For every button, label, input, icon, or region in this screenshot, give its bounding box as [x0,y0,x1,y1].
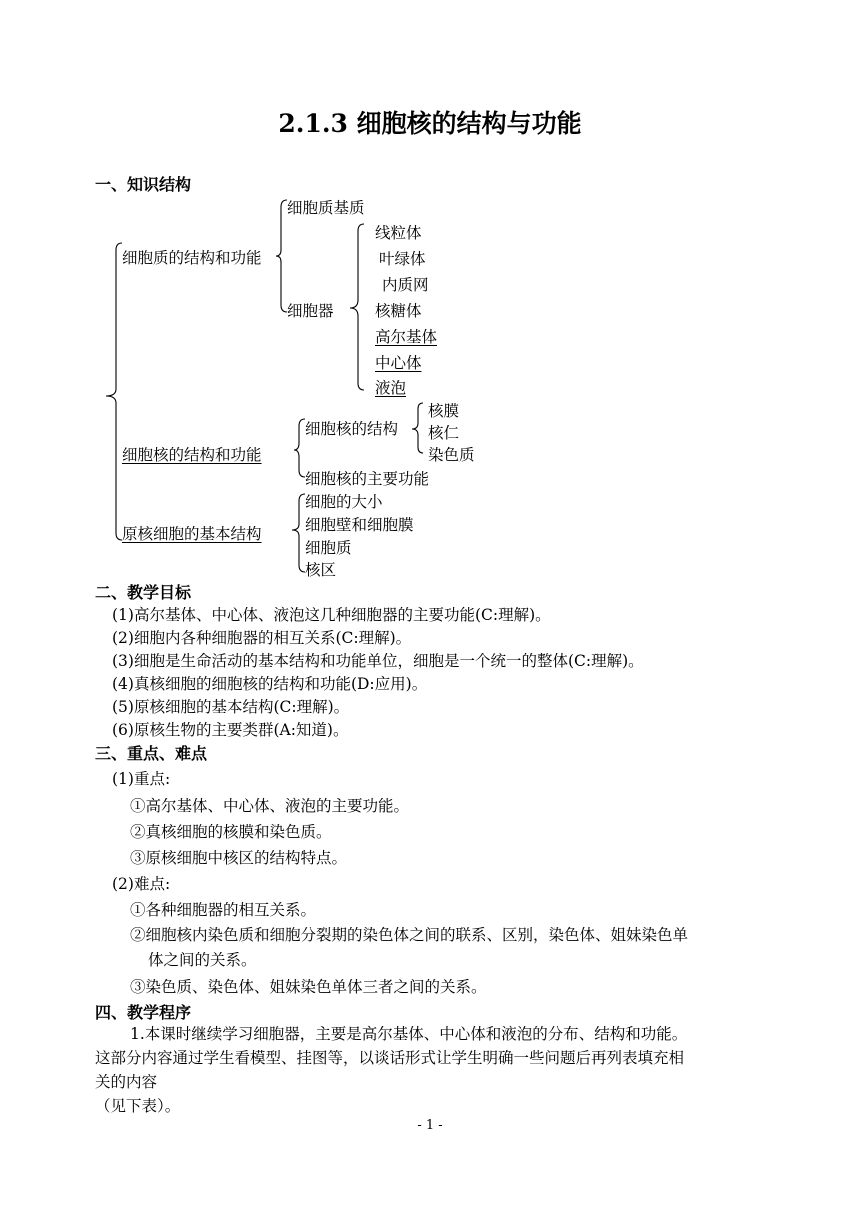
tree-organelle-item: 线粒体 [375,224,422,242]
tree-cytoplasm-matrix: 细胞质基质 [287,199,365,217]
nucleus-brace [294,419,305,477]
tree-prokaryote-part: 细胞的大小 [305,493,383,511]
difficult-point-item: ①各种细胞器的相互关系。 [130,901,317,919]
key-points-label: (1)重点: [112,770,171,788]
difficult-points-label: (2)难点: [112,875,171,893]
tree-nucleus: 细胞核的结构和功能 [122,446,262,464]
procedure-paragraph-line: 这部分内容通过学生看模型、挂图等，以谈话形式让学生明确一些问题后再列表填充相 [95,1049,685,1067]
goal-item: (1)高尔基体、中心体、液泡这几种细胞器的主要功能(C:理解)。 [112,606,551,624]
goal-item: (4)真核细胞的细胞核的结构和功能(D:应用)。 [112,675,428,693]
key-point-item: ③原核细胞中核区的结构特点。 [130,849,348,867]
cytoplasm-brace [276,200,287,312]
procedure-paragraph-line: 关的内容 [95,1073,158,1091]
goal-item: (6)原核生物的主要类群(A:知道)。 [112,721,349,739]
organelle-brace [350,224,364,390]
section-heading-goals: 二、教学目标 [95,583,192,602]
tree-nucleus-function: 细胞核的主要功能 [305,470,430,488]
procedure-paragraph-line: 1.本课时继续学习细胞器，主要是高尔基体、中心体和液泡的分布、结构和功能。 [130,1025,688,1043]
key-point-item: ②真核细胞的核膜和染色质。 [130,823,332,841]
page-title: 2.1.3 细胞核的结构与功能 [278,109,582,138]
goal-item: (3)细胞是生命活动的基本结构和功能单位，细胞是一个统一的整体(C:理解)。 [112,652,644,670]
prokaryote-brace [292,494,305,572]
main-brace [106,243,122,540]
tree-organelle-item: 高尔基体 [375,328,438,346]
goal-item: (5)原核细胞的基本结构(C:理解)。 [112,698,350,716]
difficult-point-item-continued: 体之间的关系。 [148,951,257,969]
tree-organelle-item: 核糖体 [375,302,422,320]
tree-nucleus-part: 核仁 [428,424,460,442]
tree-prokaryote-part: 细胞壁和细胞膜 [305,516,414,534]
tree-prokaryote-part: 细胞质 [305,539,352,557]
tree-organelle-item: 液泡 [375,379,407,397]
section-heading-key-difficult: 三、重点、难点 [95,744,208,763]
difficult-point-item: ②细胞核内染色质和细胞分裂期的染色体之间的联系、区别，染色体、姐妹染色单 [130,926,689,944]
goal-item: (2)细胞内各种细胞器的相互关系(C:理解)。 [112,629,412,647]
tree-organelle-item: 中心体 [375,354,422,372]
tree-nucleus-part: 核膜 [428,402,460,420]
tree-prokaryote-part: 核区 [305,561,337,579]
difficult-point-item: ③染色质、染色体、姐妹染色单体三者之间的关系。 [130,978,487,996]
tree-organelle-item: 叶绿体 [379,250,426,268]
section-heading-knowledge: 一、知识结构 [95,175,192,194]
section-heading-procedure: 四、教学程序 [95,1003,192,1022]
tree-organelle: 细胞器 [287,302,334,320]
procedure-paragraph-line: （见下表）。 [95,1097,181,1115]
tree-cytoplasm: 细胞质的结构和功能 [122,249,262,267]
tree-organelle-item: 内质网 [382,276,429,294]
tree-nucleus-part: 染色质 [428,446,475,464]
tree-nucleus-structure: 细胞核的结构 [305,420,399,438]
page-number: - 1 - [417,1118,443,1133]
nucleus-structure-brace [412,403,423,453]
key-point-item: ①高尔基体、中心体、液泡的主要功能。 [130,797,410,815]
tree-prokaryote: 原核细胞的基本结构 [122,525,262,543]
